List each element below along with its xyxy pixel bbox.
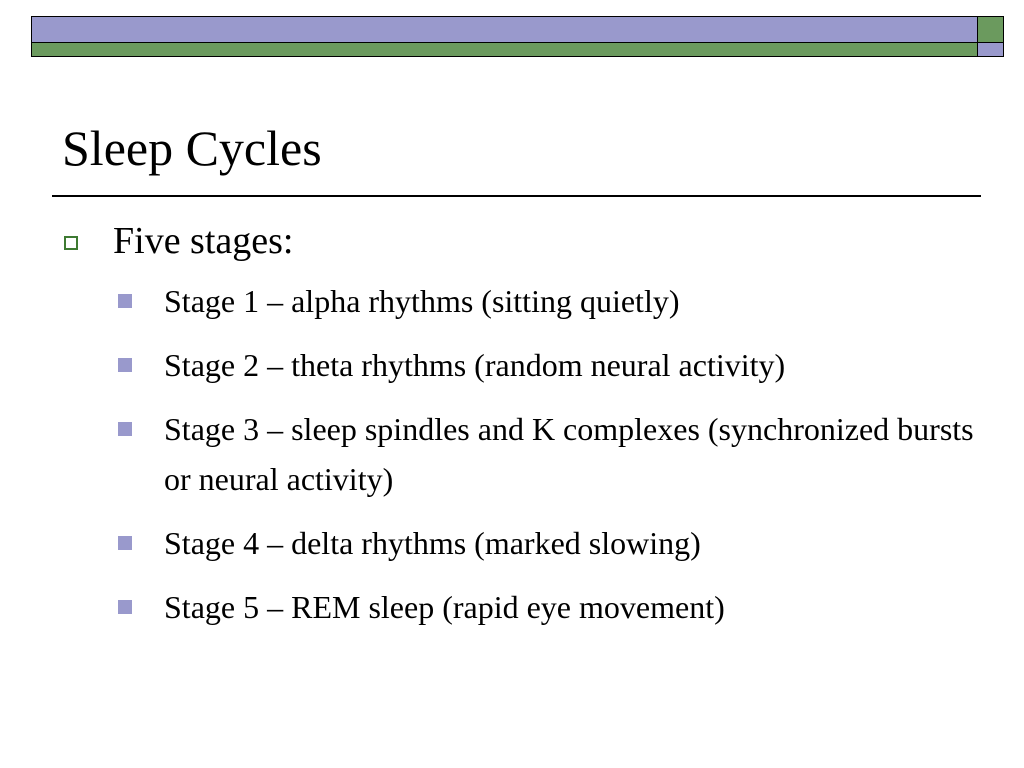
stage-item (118, 518, 978, 568)
square-bullet-icon (118, 600, 132, 614)
square-bullet-icon (118, 358, 132, 372)
stage-text: Stage 4 – delta rhythms (marked slowing) (164, 525, 701, 561)
hollow-square-bullet-icon (64, 236, 78, 250)
stage-text: Stage 5 – REM sleep (rapid eye movement) (164, 589, 725, 625)
stage-item (118, 582, 978, 632)
square-bullet-icon (118, 536, 132, 550)
main-bullet (64, 216, 293, 266)
stage-item (118, 340, 978, 390)
header-band-green-bar (32, 43, 978, 56)
header-band-purple-square (978, 43, 1003, 56)
header-band-purple-bar (32, 17, 978, 43)
stage-item (118, 276, 978, 326)
slide-title: Sleep Cycles (62, 120, 322, 176)
main-bullet-text: Five stages: (113, 220, 294, 262)
header-band-green-square (978, 17, 1003, 43)
stage-list (118, 276, 978, 646)
stage-text: Stage 3 – sleep spindles and K complexes (synchronized bursts or neural activity) (164, 411, 974, 497)
stage-text: Stage 1 – alpha rhythms (sitting quietly) (164, 283, 680, 319)
header-band (31, 16, 1004, 57)
title-divider (52, 195, 981, 197)
square-bullet-icon (118, 422, 132, 436)
square-bullet-icon (118, 294, 132, 308)
stage-item (118, 404, 978, 504)
stage-text: Stage 2 – theta rhythms (random neural activity) (164, 347, 786, 383)
